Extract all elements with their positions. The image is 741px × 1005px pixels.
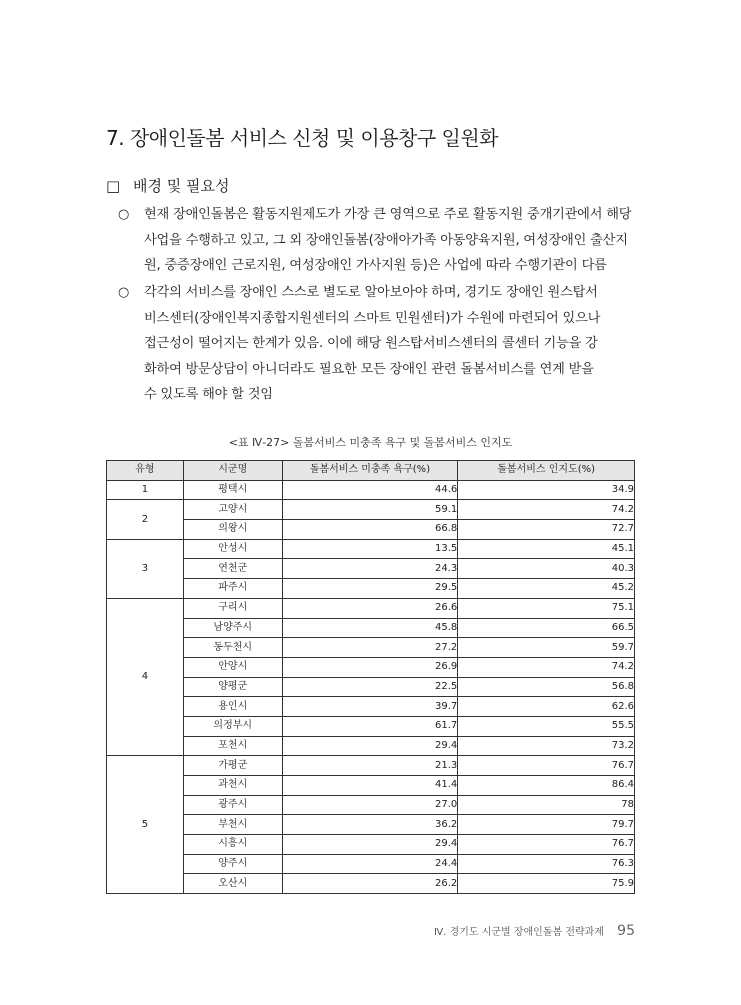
cell-demand: 29.4 — [282, 736, 458, 756]
cell-city: 과천시 — [183, 776, 282, 796]
cell-type: 2 — [107, 500, 184, 539]
cell-demand: 22.5 — [282, 677, 458, 697]
cell-city: 연천군 — [183, 559, 282, 579]
cell-demand: 61.7 — [282, 716, 458, 736]
table-row — [107, 598, 635, 618]
cell-city: 남양주시 — [183, 618, 282, 638]
bullet-line: 각각의 서비스를 장애인 스스로 별도로 알아보아야 하며, 경기도 장애인 원스탑서 — [144, 285, 598, 300]
cell-demand: 36.2 — [282, 815, 458, 835]
table-row — [107, 539, 635, 559]
cell-awareness: 40.3 — [458, 559, 635, 579]
cell-awareness: 76.7 — [458, 835, 635, 855]
cell-demand: 26.9 — [282, 657, 458, 677]
cell-demand: 24.3 — [282, 559, 458, 579]
cell-awareness: 76.7 — [458, 756, 635, 776]
header-type: 유형 — [107, 461, 184, 481]
cell-city: 안성시 — [183, 539, 282, 559]
cell-demand: 27.2 — [282, 638, 458, 658]
cell-awareness: 45.1 — [458, 539, 635, 559]
cell-demand: 13.5 — [282, 539, 458, 559]
table-row — [107, 815, 635, 835]
page-footer — [434, 923, 635, 939]
cell-city: 양주시 — [183, 854, 282, 874]
table-row — [107, 697, 635, 717]
table-row — [107, 716, 635, 736]
section-title: 7. 장애인돌봄 서비스 신청 및 이용창구 일원화 — [106, 126, 498, 150]
cell-type: 3 — [107, 539, 184, 598]
cell-awareness: 72.7 — [458, 520, 635, 540]
table-row — [107, 657, 635, 677]
bullet-line: 수 있도록 해야 할 것임 — [144, 387, 273, 402]
cell-city: 고양시 — [183, 500, 282, 520]
subheading — [106, 175, 229, 196]
header-demand: 돌봄서비스 미충족 욕구(%) — [282, 461, 458, 481]
cell-type: 5 — [107, 756, 184, 894]
cell-city: 파주시 — [183, 579, 282, 599]
table-row — [107, 736, 635, 756]
table-row — [107, 874, 635, 894]
table-row — [107, 618, 635, 638]
bullet-item-1 — [118, 202, 638, 279]
cell-awareness: 56.8 — [458, 677, 635, 697]
cell-awareness: 59.7 — [458, 638, 635, 658]
table-row — [107, 500, 635, 520]
header-awareness: 돌봄서비스 인지도(%) — [458, 461, 635, 481]
cell-demand: 21.3 — [282, 756, 458, 776]
data-table — [106, 460, 635, 894]
cell-awareness: 34.9 — [458, 480, 635, 500]
cell-city: 구리시 — [183, 598, 282, 618]
cell-city: 포천시 — [183, 736, 282, 756]
cell-city: 안양시 — [183, 657, 282, 677]
cell-demand: 44.6 — [282, 480, 458, 500]
page-number: 95 — [617, 923, 635, 939]
cell-demand: 59.1 — [282, 500, 458, 520]
cell-city: 용인시 — [183, 697, 282, 717]
table-body — [107, 480, 635, 893]
bullet-line: 원, 중증장애인 근로지원, 여성장애인 가사지원 등)은 사업에 따라 수행기관이 다름 — [144, 258, 607, 273]
cell-city: 부천시 — [183, 815, 282, 835]
cell-awareness: 73.2 — [458, 736, 635, 756]
bullet-line: 접근성이 떨어지는 한계가 있음. 이에 해당 원스탑서비스센터의 콜센터 기능을 강 — [144, 336, 598, 351]
cell-city: 광주시 — [183, 795, 282, 815]
cell-demand: 41.4 — [282, 776, 458, 796]
table-row — [107, 756, 635, 776]
cell-awareness: 45.2 — [458, 579, 635, 599]
cell-demand: 29.4 — [282, 835, 458, 855]
cell-city: 평택시 — [183, 480, 282, 500]
cell-awareness: 75.1 — [458, 598, 635, 618]
cell-awareness: 76.3 — [458, 854, 635, 874]
square-bullet-icon: □ — [106, 177, 121, 195]
table-row — [107, 835, 635, 855]
table-header-row — [107, 461, 635, 481]
cell-city: 의정부시 — [183, 716, 282, 736]
table-row — [107, 638, 635, 658]
cell-demand: 26.6 — [282, 598, 458, 618]
cell-awareness: 75.9 — [458, 874, 635, 894]
table-row — [107, 480, 635, 500]
cell-awareness: 74.2 — [458, 500, 635, 520]
circle-bullet-icon: ○ — [118, 207, 130, 222]
cell-demand: 45.8 — [282, 618, 458, 638]
footer-chapter: Ⅳ. 경기도 시군별 장애인돌봄 전략과제 — [433, 927, 604, 938]
bullet-line: 현재 장애인돌봄은 활동지원제도가 가장 큰 영역으로 주로 활동지원 중개기관에서 해당 — [144, 207, 632, 222]
cell-city: 동두천시 — [183, 638, 282, 658]
bullet-line: 비스센터(장애인복지종합지원센터의 스마트 민원센터)가 수원에 마련되어 있으나 — [144, 310, 601, 326]
table-row — [107, 559, 635, 579]
table-row — [107, 776, 635, 796]
bullet-item-2 — [118, 280, 638, 408]
table-row — [107, 795, 635, 815]
cell-demand: 39.7 — [282, 697, 458, 717]
cell-demand: 29.5 — [282, 579, 458, 599]
cell-demand: 66.8 — [282, 520, 458, 540]
cell-type: 4 — [107, 598, 184, 756]
cell-demand: 24.4 — [282, 854, 458, 874]
cell-awareness: 62.6 — [458, 697, 635, 717]
table-caption: <표 Ⅳ-27> 돌봄서비스 미충족 욕구 및 돌봄서비스 인지도 — [228, 436, 513, 449]
cell-awareness: 86.4 — [458, 776, 635, 796]
cell-city: 오산시 — [183, 874, 282, 894]
cell-city: 시흥시 — [183, 835, 282, 855]
bullet-line: 화하여 방문상담이 아니더라도 필요한 모든 장애인 관련 돌봄서비스를 연계 받을 — [144, 361, 594, 377]
table-row — [107, 854, 635, 874]
cell-city: 가평군 — [183, 756, 282, 776]
cell-city: 양평군 — [183, 677, 282, 697]
cell-type: 1 — [107, 480, 184, 500]
bullet-line: 사업을 수행하고 있고, 그 외 장애인돌봄(장애아가족 아동양육지원, 여성장애인 출산지 — [144, 232, 628, 248]
cell-awareness: 55.5 — [458, 716, 635, 736]
table-row — [107, 579, 635, 599]
circle-bullet-icon: ○ — [118, 285, 130, 300]
table-row — [107, 520, 635, 540]
cell-demand: 26.2 — [282, 874, 458, 894]
cell-awareness: 78 — [458, 795, 635, 815]
cell-awareness: 74.2 — [458, 657, 635, 677]
header-city: 시군명 — [183, 461, 282, 481]
cell-demand: 27.0 — [282, 795, 458, 815]
subheading-text: 배경 및 필요성 — [132, 177, 230, 195]
cell-awareness: 66.5 — [458, 618, 635, 638]
cell-city: 의왕시 — [183, 520, 282, 540]
cell-awareness: 79.7 — [458, 815, 635, 835]
table-row — [107, 677, 635, 697]
